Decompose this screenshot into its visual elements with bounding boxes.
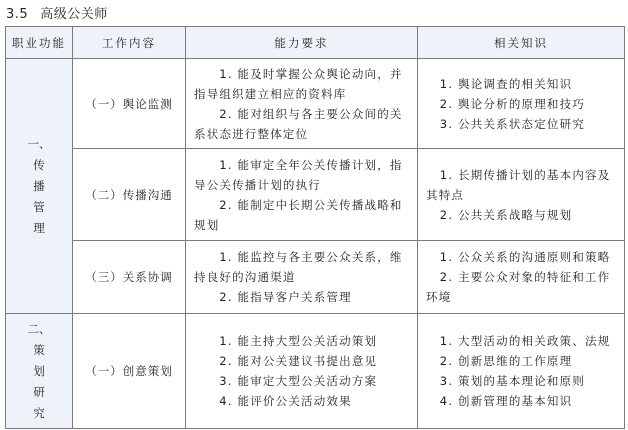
function-2-line: 究 bbox=[33, 405, 45, 420]
ability-item: 1. 能主持大型公关活动策划 bbox=[219, 334, 378, 348]
knowledge-item: 2. 舆论分析的原理和技巧 bbox=[439, 96, 586, 111]
knowledge-cell bbox=[418, 314, 625, 429]
section-title-text: 高级公关师 bbox=[40, 7, 108, 22]
ability-cell bbox=[186, 59, 418, 149]
ability-item: 2. 能制定中长期公关传播战略和规划 bbox=[194, 197, 403, 232]
work-content: （三）关系协调 bbox=[73, 241, 186, 314]
knowledge-item: 1. 公众关系的沟通原则和策略 bbox=[439, 250, 611, 264]
table-row bbox=[6, 59, 625, 149]
ability-item: 1. 能审定全年公关传播计划，指导公关传播计划的执行 bbox=[194, 157, 403, 192]
knowledge-item: 1. 长期传播计划的基本内容及其特点 bbox=[426, 167, 611, 202]
header-knowledge: 相关知识 bbox=[418, 27, 625, 59]
ability-item: 4. 能评价公关活动效果 bbox=[219, 394, 352, 408]
knowledge-item: 3. 策划的基本理论和原则 bbox=[439, 374, 586, 388]
work-content: （一）舆论监测 bbox=[73, 59, 186, 149]
work-content: （一）创意策划 bbox=[73, 314, 186, 429]
table-row bbox=[6, 241, 625, 314]
knowledge-item: 3. 公共关系状态定位研究 bbox=[439, 116, 586, 131]
section-title bbox=[6, 3, 108, 22]
ability-item: 2. 能对组织与各主要公众间的关系状态进行整体定位 bbox=[194, 106, 403, 141]
knowledge-item: 2. 创新思维的工作原理 bbox=[439, 354, 573, 368]
function-1-line: 播 bbox=[33, 178, 45, 193]
ability-cell bbox=[186, 241, 418, 314]
ability-cell bbox=[186, 314, 418, 429]
ability-item: 2. 能对公关建议书提出意见 bbox=[219, 354, 378, 368]
ability-cell bbox=[186, 149, 418, 241]
header-row bbox=[6, 27, 625, 59]
ability-item: 1. 能监控与各主要公众关系，维持良好的沟通渠道 bbox=[194, 250, 403, 284]
header-ability: 能力要求 bbox=[186, 27, 418, 59]
work-content: （二）传播沟通 bbox=[73, 149, 186, 241]
function-1-line: 传 bbox=[33, 157, 45, 172]
function-1-line: 管 bbox=[33, 199, 45, 214]
knowledge-cell bbox=[418, 59, 625, 149]
function-cell-2 bbox=[6, 314, 73, 429]
function-2-line: 策 bbox=[33, 342, 45, 357]
header-function: 职业功能 bbox=[6, 27, 73, 59]
ability-item: 1. 能及时掌握公众舆论动向，并指导组织建立相应的资料库 bbox=[194, 66, 403, 101]
function-1-line: 一、 bbox=[27, 136, 51, 151]
knowledge-item: 2. 公共关系战略与规划 bbox=[439, 207, 573, 222]
function-2-line: 二、 bbox=[27, 321, 51, 336]
function-cell-1 bbox=[6, 59, 73, 314]
table-row bbox=[6, 314, 625, 429]
ability-item: 3. 能审定大型公关活动方案 bbox=[219, 374, 378, 388]
function-2-line: 研 bbox=[33, 384, 45, 399]
header-work: 工作内容 bbox=[73, 27, 186, 59]
knowledge-cell bbox=[418, 149, 625, 241]
table-row bbox=[6, 149, 625, 241]
section-number: 3.5 bbox=[6, 7, 29, 22]
knowledge-item: 4. 创新管理的基本知识 bbox=[439, 394, 573, 408]
knowledge-item: 2. 主要公众对象的特征和工作环境 bbox=[426, 270, 611, 304]
function-2-line: 划 bbox=[33, 363, 45, 378]
ability-item: 2. 能指导客户关系管理 bbox=[219, 290, 352, 304]
skills-table bbox=[5, 26, 625, 429]
knowledge-item: 1. 大型活动的相关政策、法规 bbox=[439, 334, 611, 348]
knowledge-cell bbox=[418, 241, 625, 314]
function-1-line: 理 bbox=[33, 220, 45, 235]
knowledge-item: 1. 舆论调查的相关知识 bbox=[439, 76, 573, 91]
